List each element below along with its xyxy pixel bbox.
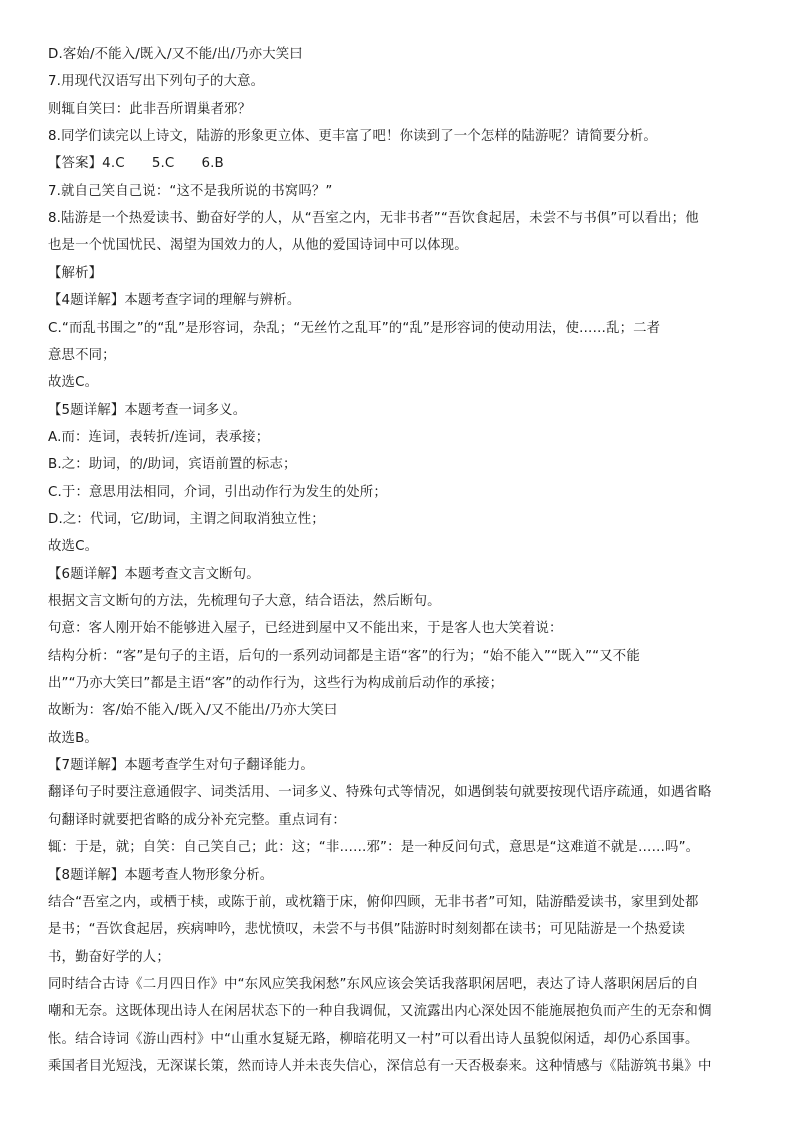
text-line: 【5题详解】本题考查一词多义。	[48, 402, 247, 418]
text-line: 乘国者目光短浅，无深谋长策，然而诗人并未丧失信心，深信总有一天否极泰来。这种情感与《陆游筑书巢》中	[48, 1058, 712, 1074]
text-line: 【4题详解】本题考查字词的理解与辨析。	[48, 293, 301, 309]
text-line: B.之：助词，的/助词，宾语前置的标志；	[48, 457, 297, 473]
text-line: 结构分析：“客”是句子的主语，后句的一系列动词都是主语“客”的行为；“始不能入”“既入”“又不能	[48, 648, 640, 664]
text-line: 8.陆游是一个热爱读书、勤奋好学的人，从“吾室之内，无非书者”“吾饮食起居，未尝不与书俱”可以看出；他	[48, 211, 699, 227]
text-line: C.于：意思用法相同，介词，引出动作行为发生的处所；	[48, 484, 387, 500]
text-line: 【7题详解】本题考查学生对句子翻译能力。	[48, 758, 314, 774]
text-line: 根据文言文断句的方法，先梳理句子大意，结合语法，然后断句。	[48, 594, 441, 609]
text-line: 句意：客人刚开始不能够进入屋子，已经进到屋中又不能出来，于是客人也大笑着说：	[48, 621, 563, 637]
text-line: D.之：代词，它/助词，主谓之间取消独立性；	[48, 511, 325, 527]
text-line: 结合“吾室之内，或栖于椟，或陈于前，或枕籍于床，俯仰四顾，无非书者”可知，陆游酷爱读书，家里到处都	[48, 894, 699, 910]
text-line: 出”“乃亦大笑曰”都是主语“客”的动作行为，这些行为构成前后动作的承接；	[48, 676, 504, 692]
text-line: 同时结合古诗《二月四日作》中“东风应笑我闲愁”东风应该会笑话我落职闲居吧，表达了诗人落职闲居后的自	[48, 976, 699, 992]
text-line: 则辄自笑曰：此非吾所谓巢者邪？	[48, 101, 252, 117]
text-line: 也是一个忧国忧民、渴望为国效力的人，从他的爱国诗词中可以体现。	[48, 238, 468, 254]
text-line: 翻译句子时要注意通假字、词类活用、一词多义、特殊句式等情况，如遇倒装句就要按现代语序疏通，如遇省略	[48, 785, 712, 801]
text-line: 句翻译时就要把省略的成分补充完整。重点词有：	[48, 812, 346, 828]
text-line: 嘲和无奈。这既体现出诗人在闲居状态下的一种自我调侃，又流露出内心深处因不能施展抱负而产生的无奈和惆	[48, 1004, 712, 1020]
text-line: 意思不同；	[48, 347, 116, 363]
text-line: 【8题详解】本题考查人物形象分析。	[48, 867, 274, 883]
text-line: 【解析】	[48, 265, 103, 281]
text-line: 辄：于是，就；自笑：自己笑自己；此：这；“非……邪”：是一种反问句式，意思是“这难道不就是……吗”。	[48, 840, 700, 856]
text-line: 【答案】4.C 5.C 6.B	[48, 156, 224, 172]
text-line: 【6题详解】本题考查文言文断句。	[48, 566, 260, 582]
text-line: D.客始/不能入/既入/又不能/出/乃亦大笑曰	[48, 47, 303, 62]
text-line: 故选C。	[48, 539, 99, 555]
text-line: 故选B。	[48, 730, 98, 746]
text-line: 8.同学们读完以上诗文，陆游的形象更立体、更丰富了吧！你读到了一个怎样的陆游呢？请简要分析。	[48, 129, 657, 145]
text-line: 是书；“吾饮食起居，疾病呻吟，悲忧愤叹，未尝不与书俱”陆游时时刻刻都在读书；可见陆游是一个热爱读	[48, 922, 686, 938]
text-line: 7.就自己笑自己说：“这不是我所说的书窝吗？”	[48, 183, 333, 199]
text-line: 7.用现代汉语写出下列句子的大意。	[48, 74, 265, 90]
text-line: 怅。结合诗词《游山西村》中“山重水复疑无路，柳暗花明又一村”可以看出诗人虽貌似闲适，却仍心系国事。	[48, 1031, 699, 1047]
text-line: 故选C。	[48, 375, 99, 391]
text-line: C.“而乱书围之”的“乱”是形容词，杂乱；“无丝竹之乱耳”的“乱”是形容词的使动用法，使……乱；二者	[48, 320, 661, 336]
text-line: 书，勤奋好学的人；	[48, 949, 170, 965]
text-line: A.而：连词，表转折/连词，表承接；	[48, 429, 270, 445]
text-line: 故断为：客/始不能入/既入/又不能出/乃亦大笑曰	[48, 703, 338, 719]
